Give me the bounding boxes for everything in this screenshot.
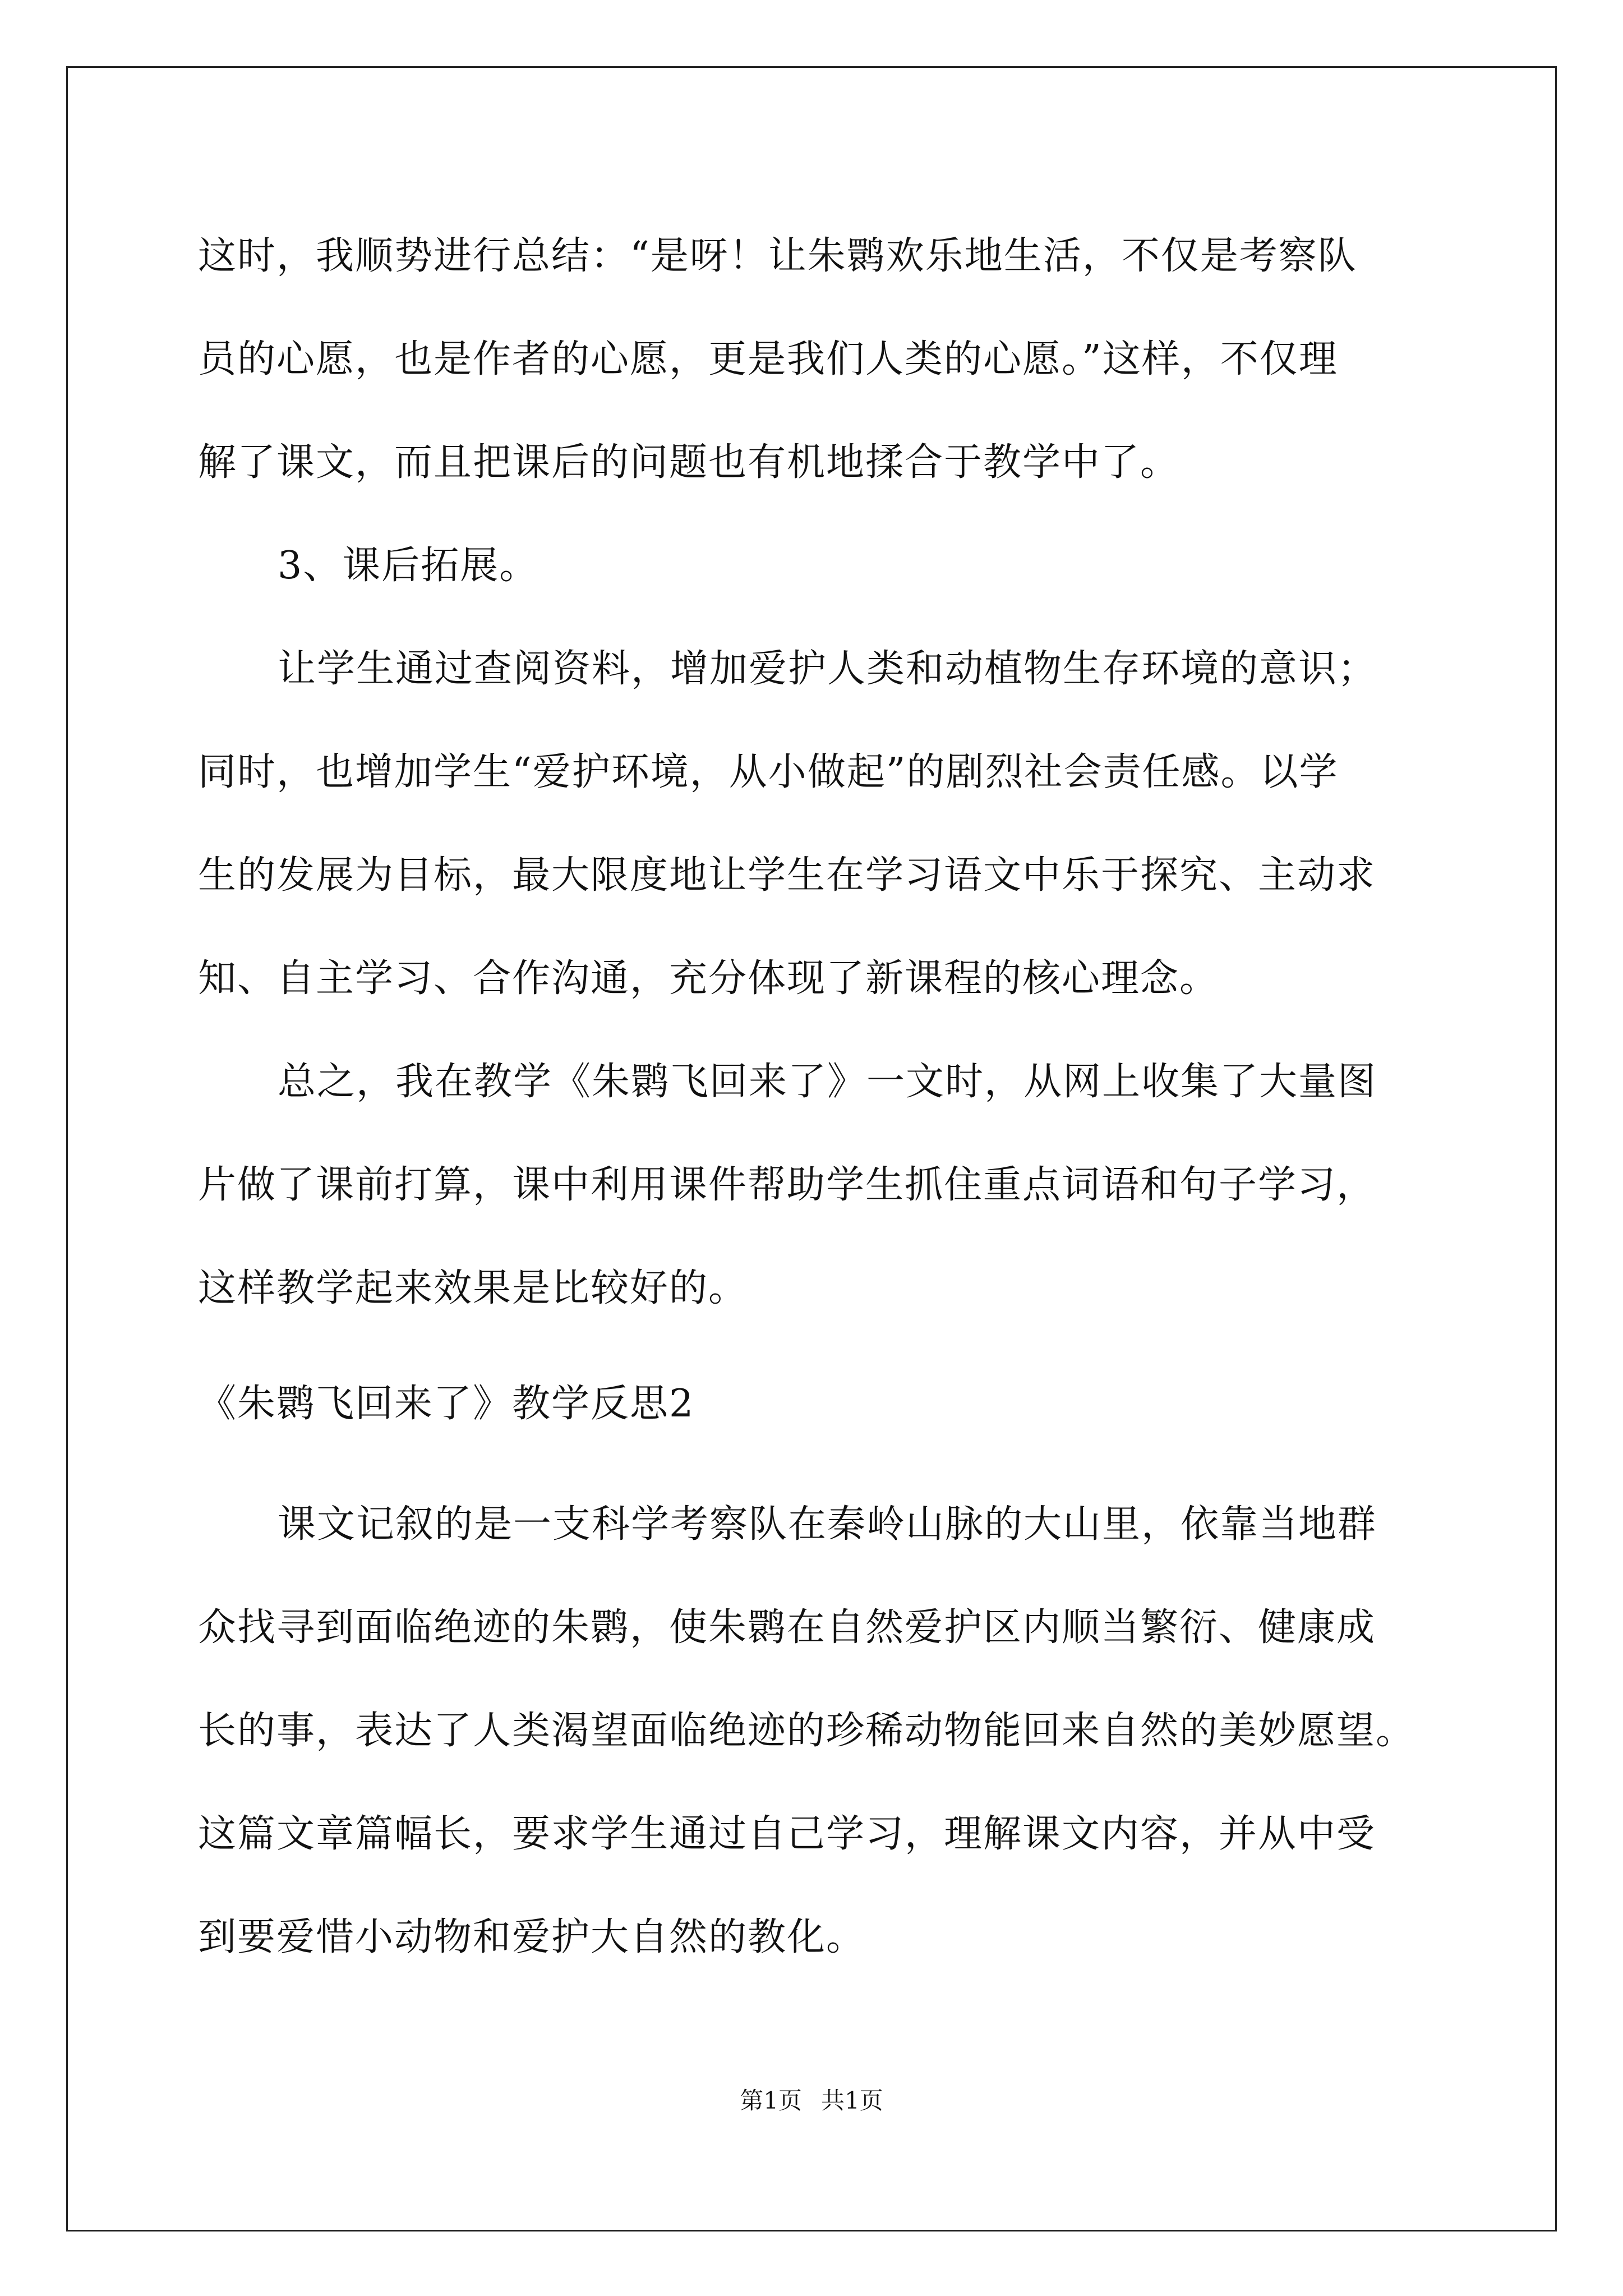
paragraph-line: 长的事，表达了人类渴望面临绝迹的珍稀动物能回来自然的美妙愿望。	[198, 1709, 1415, 1753]
paragraph-line: 众找寻到面临绝迹的朱鹮，使朱鹮在自然爱护区内顺当繁衍、健康成	[198, 1605, 1376, 1650]
page-number: 第1页	[740, 2087, 802, 2114]
body-text-section-1	[198, 205, 1437, 1340]
section-title: 《朱鹮飞回来了》教学反思2	[198, 1382, 695, 1426]
paragraph-line: 3、课后拓展。	[278, 544, 539, 588]
paragraph-line: 让学生通过查阅资料，增加爱护人类和动植物生存环境的意识；	[278, 647, 1377, 691]
body-text-section-2	[198, 1473, 1437, 1989]
paragraph-line: 片做了课前打算，课中利用课件帮助学生抓住重点词语和句子学习，	[198, 1163, 1376, 1207]
paragraph-line: 课文记叙的是一支科学考察队在秦岭山脉的大山里，依靠当地群	[278, 1502, 1377, 1547]
paragraph-line: 员的心愿，也是作者的心愿，更是我们人类的心愿。”这样，不仅理	[198, 337, 1338, 381]
paragraph-line: 知、自主学习、合作沟通，充分体现了新课程的核心理念。	[198, 956, 1219, 1001]
paragraph-line: 到要爱惜小动物和爱护大自然的教化。	[198, 1915, 866, 1959]
paragraph-line: 这样教学起来效果是比较好的。	[198, 1266, 748, 1310]
page-total: 共1页	[821, 2087, 883, 2114]
paragraph-line: 这时，我顺势进行总结：“是呀！让朱鹮欢乐地生活，不仅是考察队	[198, 234, 1357, 278]
paragraph-line: 解了课文，而且把课后的问题也有机地揉合于教学中了。	[198, 440, 1180, 485]
paragraph-line: 总之，我在教学《朱鹮飞回来了》一文时，从网上收集了大量图	[278, 1060, 1377, 1104]
paragraph-line: 同时，也增加学生“爱护环境，从小做起”的剧烈社会责任感。以学	[198, 750, 1339, 794]
paragraph-line: 这篇文章篇幅长，要求学生通过自己学习，理解课文内容，并从中受	[198, 1812, 1376, 1856]
page-footer	[0, 2084, 1623, 2118]
paragraph-line: 生的发展为目标，最大限度地让学生在学习语文中乐于探究、主动求	[198, 853, 1376, 898]
